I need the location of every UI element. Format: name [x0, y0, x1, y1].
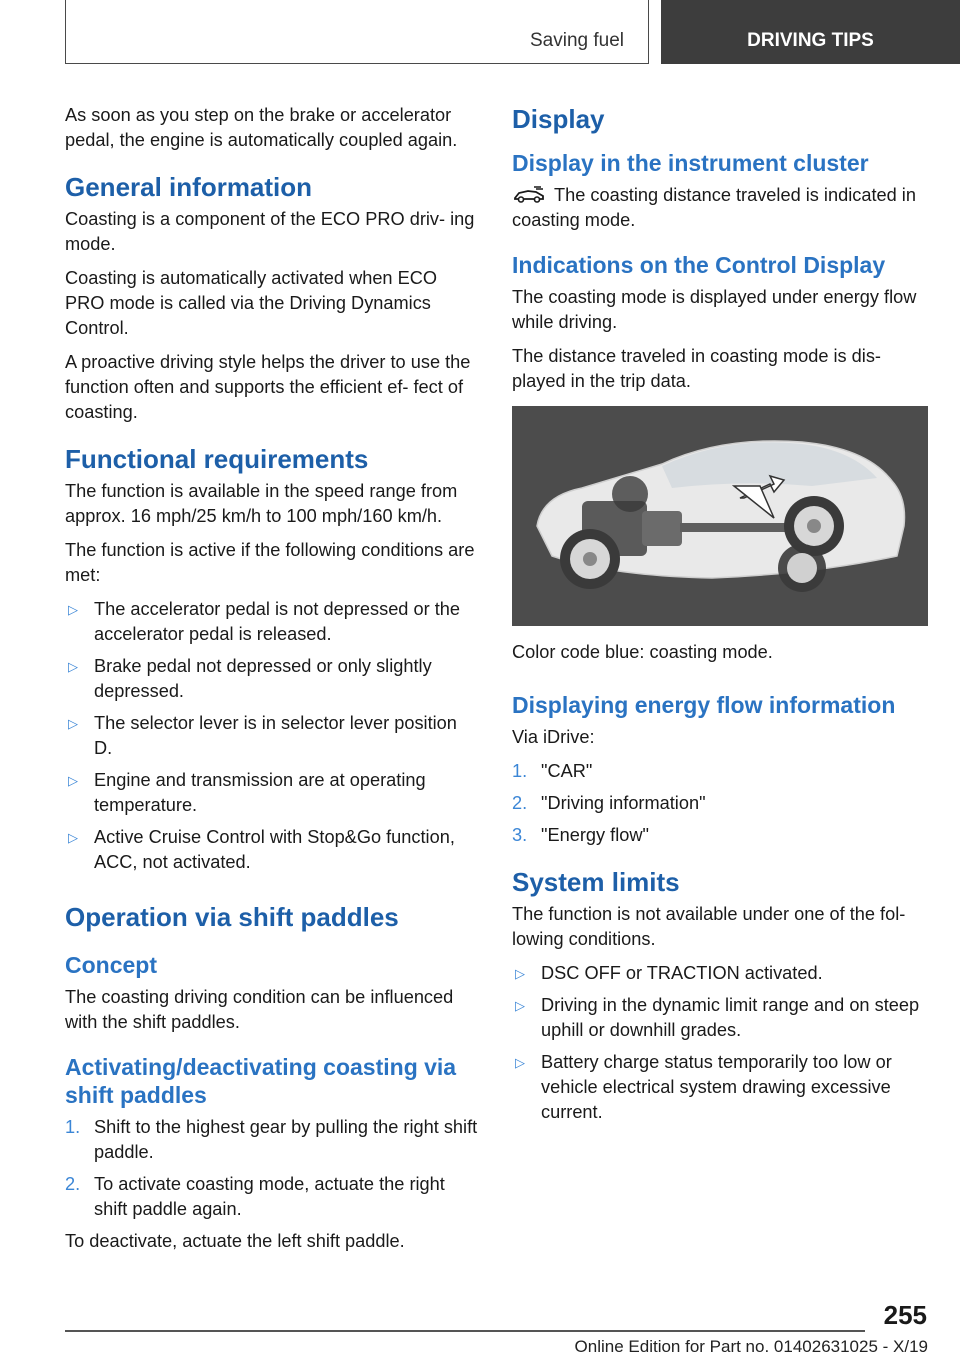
list-item: ▷ Active Cruise Control with Stop&Go function, ACC, not activated. [68, 827, 455, 872]
page-number: 255 [883, 1300, 927, 1330]
system-limits-heading: System limits [512, 867, 680, 897]
energy-flow-heading: Displaying energy flow information [512, 692, 896, 718]
limits-list [512, 961, 928, 1125]
shift-paddles-heading: Operation via shift paddles [65, 902, 399, 932]
edition-text: Online Edition for Part no. 01402631025 - X/19 [574, 1337, 928, 1356]
cluster-heading: Display in the instrument cluster [512, 150, 869, 176]
intro-paragraph: As soon as you step on the brake or accelerator pedal, the engine is automatically coupled again. [65, 105, 458, 150]
coasting-car-icon [512, 186, 546, 204]
car-drivetrain-illustration [512, 406, 928, 626]
triangle-bullet-icon: ▷ [515, 966, 525, 981]
section-title: Saving fuel [529, 30, 624, 51]
control-display-heading: Indications on the Control Display [512, 252, 886, 278]
coasting-diagram-image [512, 406, 928, 626]
cluster-text: The coasting distance traveled is indicated in coasting mode. [512, 185, 916, 230]
footer-divider [65, 1330, 865, 1332]
conditions-list [65, 597, 479, 875]
chapter-tab: DRIVING TIPS [661, 0, 960, 64]
header-frame [65, 0, 649, 64]
list-item: ▷ The accelerator pedal is not depressed or the accelerator pedal is released. [68, 599, 460, 644]
list-item: ▷ DSC OFF or TRACTION activated. [512, 961, 928, 986]
list-item: 3. "Energy flow" [512, 825, 649, 845]
list-item: ▷ The selector lever is in selector lever position D. [68, 713, 457, 758]
list-item: 1. "CAR" [512, 761, 593, 781]
list-item: ▷ Driving in the dynamic limit range and on steep uphill or downhill grades. [515, 995, 920, 1040]
triangle-bullet-icon: ▷ [515, 1055, 525, 1070]
left-column [65, 103, 479, 1263]
triangle-bullet-icon: ▷ [68, 773, 78, 788]
functional-req-heading: Functional requirements [65, 444, 369, 474]
list-item: 1. Shift to the highest gear by pulling the right shift paddle. [65, 1117, 478, 1162]
list-item: ▷ Brake pedal not depressed or only slightly depressed. [68, 656, 432, 701]
deactivate-text: To deactivate, actuate the left shift paddle. [65, 1231, 405, 1251]
energy-steps [512, 759, 928, 848]
list-item: ▷ Battery charge status temporarily too low or vehicle electrical system drawing excessive current. [515, 1052, 892, 1122]
control-p2: The distance traveled in coasting mode is dis- played in the trip data. [512, 346, 881, 391]
triangle-bullet-icon: ▷ [68, 830, 78, 845]
figure-caption: Color code blue: coasting mode. [512, 642, 773, 662]
system-limits-text: The function is not available under one of the fol- lowing conditions. [512, 904, 906, 949]
energy-via: Via iDrive: [512, 727, 595, 747]
triangle-bullet-icon: ▷ [68, 716, 78, 731]
activation-steps [65, 1115, 479, 1222]
general-info-p1: Coasting is a component of the ECO PRO driv- ing mode. [65, 209, 475, 254]
list-item: ▷ Engine and transmission are at operating temperature. [68, 770, 426, 815]
general-info-p2: Coasting is automatically activated when ECO PRO mode is called via the Driving Dynamics Control. [65, 268, 438, 338]
right-column [512, 103, 928, 1132]
triangle-bullet-icon: ▷ [68, 659, 78, 674]
display-heading: Display [512, 104, 605, 134]
functional-req-p2: The function is active if the following conditions are met: [65, 540, 475, 585]
triangle-bullet-icon: ▷ [515, 998, 525, 1013]
triangle-bullet-icon: ▷ [68, 602, 78, 617]
general-info-heading: General information [65, 172, 313, 202]
general-info-p3: A proactive driving style helps the driver to use the function often and supports the efficient ef- fect of coasting. [65, 352, 471, 422]
concept-heading: Concept [65, 952, 157, 978]
list-item: 2. "Driving information" [512, 793, 706, 813]
functional-req-p1: The function is available in the speed range from approx. 16 mph/25 km/h to 100 mph/160 km/h. [65, 481, 458, 526]
concept-text: The coasting driving condition can be influenced with the shift paddles. [65, 987, 454, 1032]
list-item: 2. To activate coasting mode, actuate the right shift paddle again. [65, 1174, 445, 1219]
control-p1: The coasting mode is displayed under energy flow while driving. [512, 287, 917, 332]
activating-heading: Activating/deactivating coasting via shift paddles [65, 1054, 457, 1108]
